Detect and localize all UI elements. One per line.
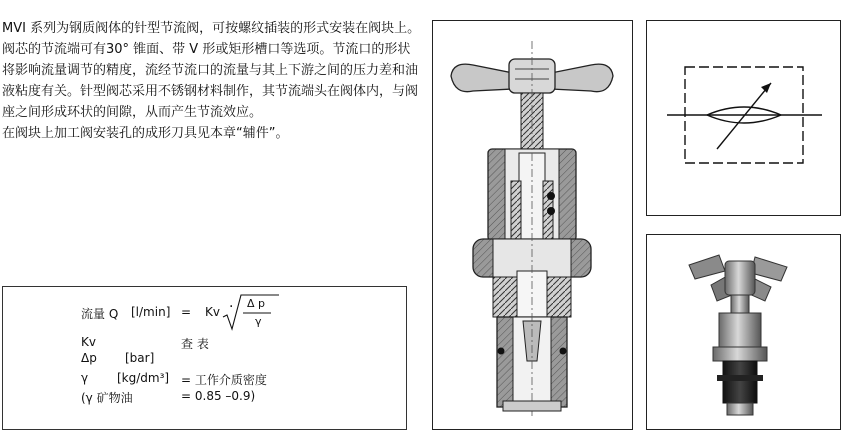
multiply-dot: · (229, 299, 234, 315)
row-gamma-symbol: γ (81, 371, 89, 385)
row-dp-unit: [bar] (125, 351, 155, 365)
equals-sign: = (181, 305, 192, 319)
row-dp-symbol: Δp (81, 351, 97, 365)
row-mineral-oil-symbol: (γ 矿物油 (81, 391, 133, 405)
intro-paragraph-2: 在阀块上加工阀安装孔的成形刀具见本章“辅件”。 (2, 126, 289, 141)
row-gamma-unit: [kg/dm³] (117, 371, 170, 385)
kv-symbol: Kv (205, 305, 220, 319)
intro-text (2, 18, 422, 144)
intro-paragraph-1: MVI 系列为钢质阀体的针型节流阀，可按螺纹插装的形式安装在阀块上。阀芯的节流端可有30° 锥面、带 V 形或矩形槽口等选项。节流口的形状将影响流量调节的精度，流经节流口的流量与其上下游之间的压力差和油液粘度有关。针型阀芯采用不锈钢材料制作，其节流端头在阀体内，与阀座之间形成环状的间隙，从而产生节流效应。 (2, 21, 421, 120)
row-gamma-value: = 工作介质密度 (181, 373, 267, 387)
throttle-valve-symbol (647, 21, 839, 214)
fraction-numerator: Δ p (247, 297, 266, 310)
flow-label: 流量 Q (81, 307, 119, 321)
row-kv-value: 查 表 (181, 337, 209, 351)
hydraulic-symbol-frame (646, 20, 841, 216)
valve-photo-frame (646, 234, 841, 430)
row-kv-symbol: Kv (81, 335, 96, 349)
needle-valve-cross-section (433, 21, 631, 428)
row-mineral-oil-value: = 0.85 –0.9) (181, 389, 256, 403)
valve-cross-section-frame (432, 20, 633, 430)
formula-box (2, 286, 407, 430)
flow-unit: [l/min] (131, 305, 171, 319)
fraction-denominator: γ (255, 315, 262, 328)
needle-valve-product-photo (647, 235, 839, 428)
